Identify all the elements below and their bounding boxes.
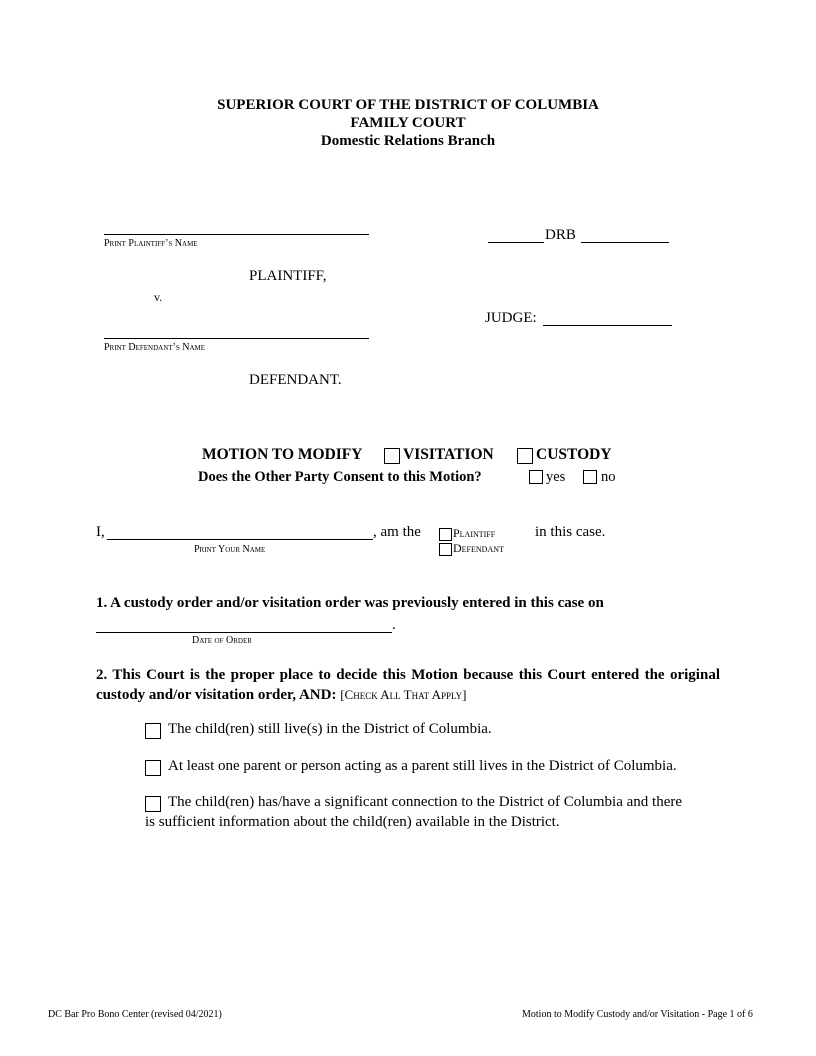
motion-title: MOTION TO MODIFY: [202, 446, 363, 463]
consent-question: Does the Other Party Consent to this Motion?: [198, 469, 482, 485]
plaintiff-checkbox[interactable]: [439, 528, 452, 541]
section-2-text: [96, 666, 720, 705]
section-2-instruction: [Check All That Apply]: [340, 687, 467, 702]
case-year-line[interactable]: [488, 242, 544, 243]
in-case-text: in this case.: [535, 524, 606, 540]
plaintiff-name-label: Print Plaintiff’s Name: [104, 238, 198, 249]
section-1-text: 1. A custody order and/or visitation order was previously entered in this case on: [96, 595, 604, 611]
defendant-checkbox[interactable]: [439, 543, 452, 556]
order-date-label: Date of Order: [192, 635, 252, 646]
am-the-text: , am the: [373, 524, 421, 540]
party-intro: I,: [96, 524, 105, 540]
footer-left: DC Bar Pro Bono Center (revised 04/2021): [48, 1009, 222, 1020]
court-name: SUPERIOR COURT OF THE DISTRICT OF COLUMBIA: [217, 97, 599, 113]
versus-label: v.: [154, 290, 163, 304]
plaintiff-name-line[interactable]: [104, 234, 369, 235]
plaintiff-option-label: Plaintiff: [453, 526, 496, 540]
section-2-statement: 2. This Court is the proper place to decide this Motion because this Court entered the original custody and/or visitation order, AND:: [96, 667, 720, 703]
your-name-label: Print Your Name: [194, 544, 266, 555]
option-3-label: The child(ren) has/have a significant connection to the District of Columbia and there: [168, 794, 682, 810]
option-1-label: The child(ren) still live(s) in the District of Columbia.: [168, 721, 492, 737]
order-date-line[interactable]: [96, 632, 392, 633]
case-number-line[interactable]: [581, 242, 669, 243]
court-branch: Domestic Relations Branch: [320, 133, 496, 149]
visitation-checkbox[interactable]: [384, 448, 400, 464]
option-3-checkbox[interactable]: [145, 796, 161, 812]
your-name-line[interactable]: [107, 539, 373, 540]
custody-checkbox[interactable]: [517, 448, 533, 464]
judge-name-line[interactable]: [543, 325, 672, 326]
consent-yes-label: yes: [546, 469, 566, 485]
case-number-label: DRB: [545, 227, 576, 243]
court-division: FAMILY COURT: [350, 115, 466, 131]
defendant-label: DEFENDANT.: [249, 372, 342, 388]
defendant-name-label: Print Defendant’s Name: [104, 342, 206, 353]
option-3-label-continued: is sufficient information about the child(ren) available in the District.: [145, 814, 560, 830]
consent-no-label: no: [601, 469, 616, 485]
footer-right: Motion to Modify Custody and/or Visitation - Page 1 of 6: [522, 1009, 753, 1020]
defendant-name-line[interactable]: [104, 338, 369, 339]
option-2-checkbox[interactable]: [145, 760, 161, 776]
visitation-option-label: VISITATION: [403, 446, 494, 463]
consent-no-checkbox[interactable]: [583, 470, 597, 484]
option-2-label: At least one parent or person acting as a parent still lives in the District of Columbia.: [168, 758, 677, 774]
option-1-checkbox[interactable]: [145, 723, 161, 739]
consent-yes-checkbox[interactable]: [529, 470, 543, 484]
section-1-period: .: [392, 617, 396, 633]
judge-label: JUDGE:: [485, 310, 537, 326]
custody-option-label: CUSTODY: [536, 446, 612, 463]
defendant-option-label: Defendant: [453, 541, 504, 555]
plaintiff-label: PLAINTIFF,: [249, 268, 327, 284]
